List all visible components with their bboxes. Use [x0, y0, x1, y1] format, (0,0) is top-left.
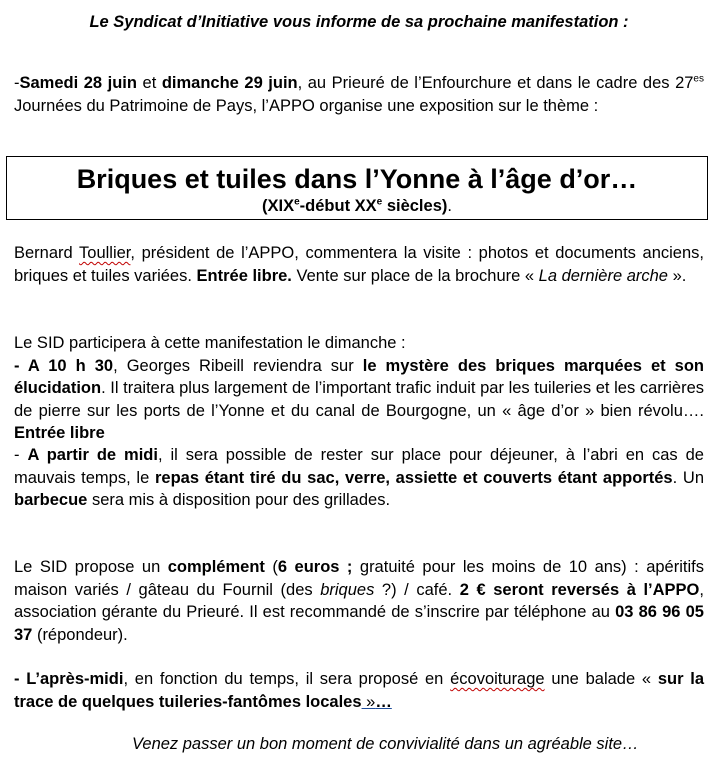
afternoon-paragraph: - L’après-midi, en fonction du temps, il sera proposé en écovoiturage une balade « sur la trace de quelques tuileries-fantômes locales »…: [14, 670, 704, 711]
exhibition-title: Briques et tuiles dans l’Yonne à l’âge d’or…: [76, 164, 638, 194]
closing-line: Venez passer un bon moment de convivialité dans un agréable site…: [132, 735, 639, 753]
lunch-paragraph: - A partir de midi, il sera possible de rester sur place pour déjeuner, à l’abri en cas de mauvais temps, le repas étant tiré du sac, verre, assiette et couverts étant apportés. Un barbecue sera mis à disposition pour des grillades.: [14, 446, 704, 509]
visit-paragraph: Bernard Toullier, président de l’APPO, commentera la visite : photos et documents anciens, briques et tuiles variées. Entrée libre. Vente sur place de la brochure « La dernière arche ».: [14, 244, 704, 285]
document-header: Le Syndicat d’Initiative vous informe de sa prochaine manifestation :: [89, 13, 629, 31]
spellcheck-underline: écovoiturage: [450, 670, 545, 688]
spellcheck-underline: Toullier: [79, 244, 131, 262]
intro-paragraph: -Samedi 28 juin et dimanche 29 juin, au Prieuré de l’Enfourchure et dans le cadre des $27^{es}$ Journées du Patrimoine de Pays, l’APPO organise une exposition sur le thème :: [14, 73, 704, 115]
complement-paragraph: Le SID propose un complément (6 euros ; gratuité pour les moins de 10 ans) : apéritifs maison variés / gâteau du Fournil (des briques ?) / café. 2 € seront reversés à l’APPO, association gérante du Prieuré. Il est recommandé de s’inscrire par téléphone au 03 86 96 05 37 (répondeur).: [14, 558, 704, 644]
exhibition-subtitle: (XIXe-début XXe siècles).: [262, 196, 452, 215]
exhibition-title-box: [6, 156, 708, 220]
sunday-paragraph: Le SID participera à cette manifestation le dimanche : - A 10 h 30, Georges Ribeill reviendra sur le mystère des briques marquées et son élucidation. Il traitera plus largement de l’important trafic induit par les tuileries et les carrières de pierre sur les ports de l’Yonne et du canal de Bourgogne, un « âge d’or » bien révolu…. Entrée libre: [14, 334, 704, 442]
